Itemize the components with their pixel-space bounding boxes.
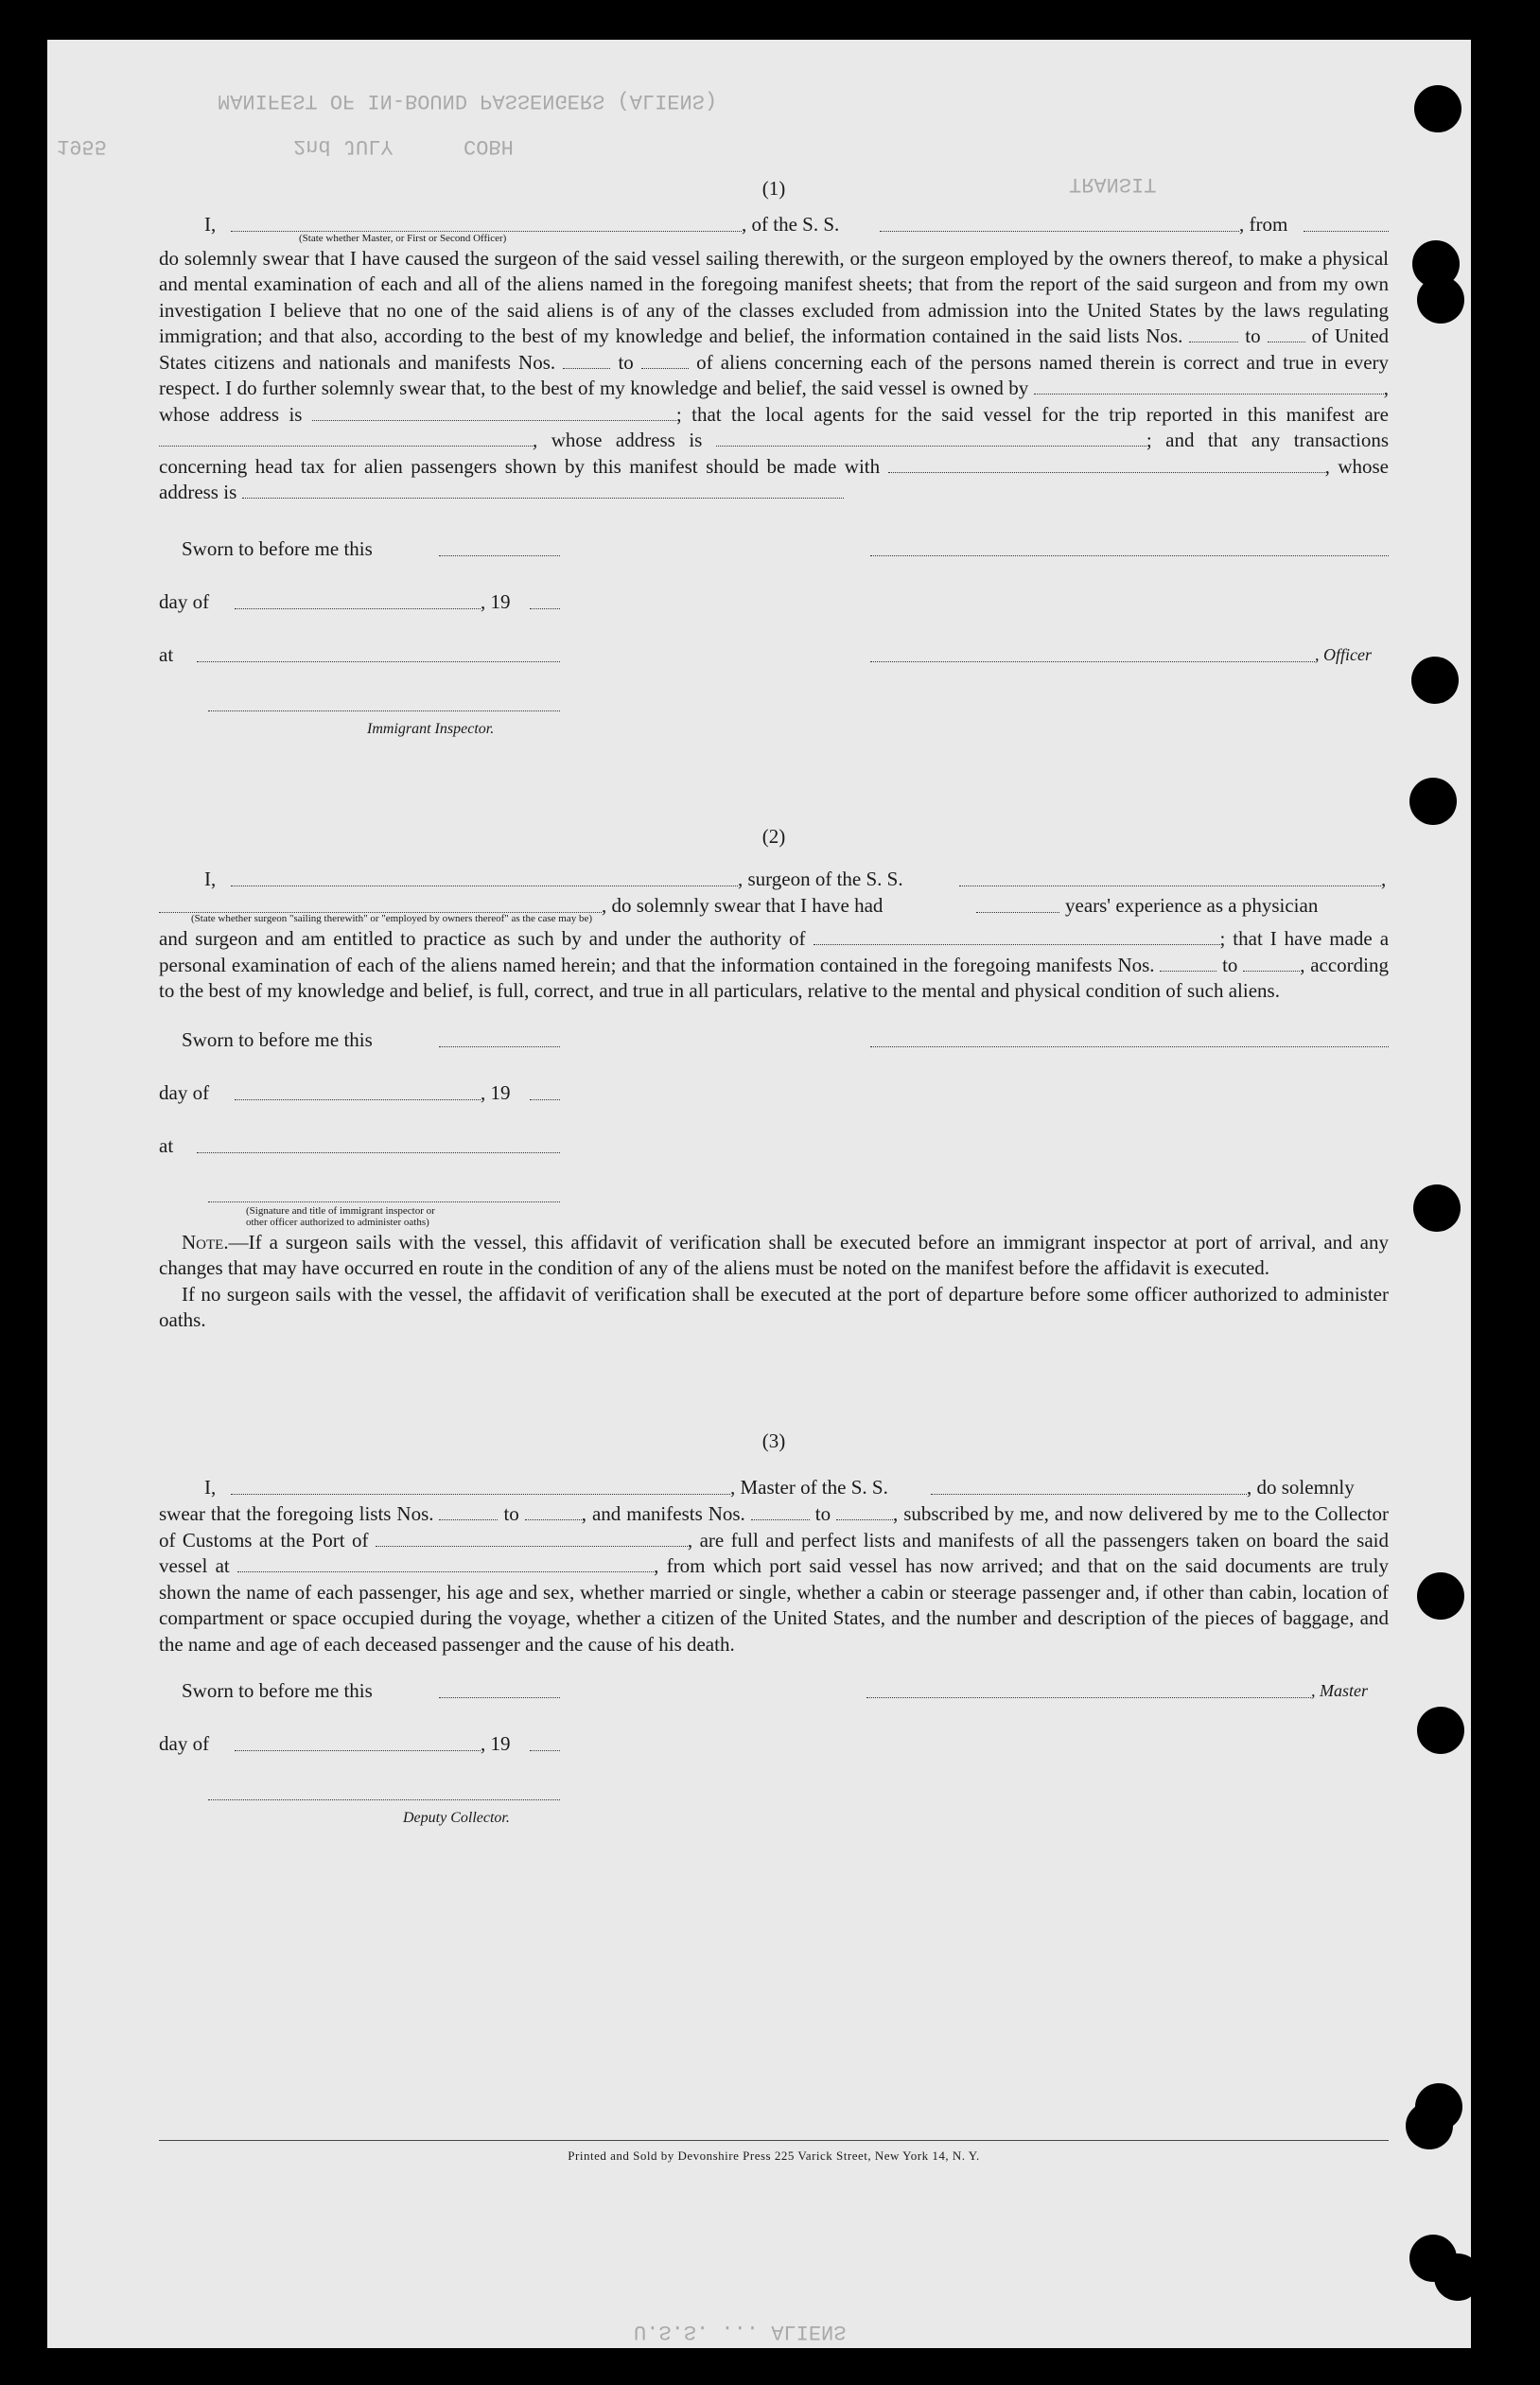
years-experience-field[interactable] [976,897,1059,913]
section-1-to-b: to [618,350,634,374]
section-2-at-label: at [159,1133,174,1157]
section-1-whose-address: , whose address is [159,377,1389,426]
section-3-year-field[interactable] [530,1735,560,1751]
master-name-field[interactable] [231,216,742,232]
section-2-nineteen: , 19 [481,1080,511,1104]
section-3-text-a: swear that the foregoing lists Nos. [159,1502,434,1525]
section-3-day-of-field[interactable] [235,1735,481,1751]
section-1-day-of-label: day of [159,589,210,613]
section-1-of-ss: , of the S. S. [742,212,840,236]
section-3-sworn-date-field[interactable] [439,1682,560,1698]
faint-header-ship: TRANSIT [1069,172,1157,196]
punch-hole [1417,1707,1464,1754]
section-3-master-label: , Master [1311,1681,1368,1700]
section-2-sworn-date-field[interactable] [439,1031,560,1047]
head-tax-contact-field[interactable] [888,457,1325,473]
collector-port-field[interactable] [376,1531,688,1547]
faint-bottom-stamp: U.S.S. ... ALIENS [634,2320,847,2343]
section-2-day-of-label: day of [159,1080,210,1104]
section-3-manifests-to-field[interactable] [836,1504,893,1520]
section-3-master-signature-line[interactable] [866,1682,1311,1698]
section-3-nineteen: , 19 [481,1732,511,1755]
section-2-to: to [1222,953,1238,976]
agents-field[interactable] [159,430,533,447]
section-3-deputy-block [159,1784,1389,1832]
section-1-text-a: do solemnly swear that I have caused the surgeon of the said vessel sailing therewith, or the surgeon employed by the owners thereof, to make a physical and mental examination of each and all of the aliens named in the foregoing manifest sheets; that from the report of the said surgeon and from my own investigation I believe that no one of the said aliens is of any of the classes excluded from admission into the United States by the laws regulating immigration; and that also, according to the best of my knowledge and belief, the information contained in the said lists Nos. [159,246,1389,347]
section-1-i: I, [204,212,217,236]
punch-hole [1434,2253,1481,2301]
section-1-whose-address-2: whose address is [551,429,703,451]
lists-to-field[interactable] [1268,326,1305,342]
note-text-2: If no surgeon sails with the vessel, the affidavit of verification shall be executed at the port of departure before some officer authorized to administer oaths. [159,1282,1389,1331]
section-2-comma: , [1381,868,1387,890]
punch-hole [1413,1184,1461,1232]
section-1-text-e: ; and that any transactions concerning head tax for alien passengers shown by this manifest should be made with [159,429,1390,478]
section-3-to-b: to [814,1502,831,1525]
section-3-to-a: to [503,1502,519,1525]
section-1-whose-address-3: , whose address is [159,454,1390,503]
punch-hole [1406,2102,1453,2149]
section-2-paragraph: and surgeon and am entitled to practice as such by and under the authority of ; that I have made a personal examination of each of the aliens named herein; and that the information contained in the foregoing manifests Nos. to , according to the best of my knowledge and belief, is full, correct, and true in all particulars, relative to the mental and physical condition of such aliens. [159,927,1390,1002]
note-surgeon-type: (State whether surgeon "sailing therewith" or "employed by owners thereof" as the case may be) [191,913,593,924]
owner-address-field[interactable] [312,405,676,421]
section-2-manifests-from-field[interactable] [1160,956,1216,972]
section-2-swear: , do solemnly swear that I have had [602,894,884,917]
section-2-text-a: and surgeon and am entitled to practice as such by and under the authority of [159,927,806,950]
section-3-paragraph [159,1501,1389,1657]
section-3-lists-to-field[interactable] [525,1504,582,1520]
section-3-i: I, [204,1476,217,1499]
section-3-lists-from-field[interactable] [439,1504,498,1520]
section-2-inspector-block [159,1186,1389,1230]
section-1-to-a: to [1245,324,1261,347]
section-2-surgeon-signature-line[interactable] [870,1031,1389,1047]
section-1-year-field[interactable] [530,593,560,609]
section-2-sworn-row [159,1027,1389,1080]
section-2-sig-note-2: other officer authorized to administer oaths) [246,1216,429,1228]
faint-header-year: 1955 [57,134,107,158]
authority-field[interactable] [814,929,1220,945]
deputy-collector-label: Deputy Collector. [403,1810,510,1826]
form-body [159,177,1390,1832]
section-2-surgeon-of-ss: , surgeon of the S. S. [738,868,903,890]
section-2-line1 [159,867,1389,893]
embarkation-port-field[interactable] [237,1556,654,1572]
section-1-nineteen: , 19 [481,589,511,613]
section-1-inspector-label: Immigrant Inspector. [367,720,495,737]
section-3-day-of-label: day of [159,1732,210,1755]
section-2-year-field[interactable] [530,1084,560,1100]
section-2-day-row [159,1080,1389,1133]
section-1-paragraph: do solemnly swear that I have caused the surgeon of the said vessel sailing therewith, or the surgeon employed by the owners thereof, to make a physical and mental examination of each and all of the aliens named in the foregoing manifest sheets; that from the report of the said surgeon and from my own investigation I believe that no one of the said aliens is of any of the classes excluded from admission into the United States by the laws regulating immigration; and that also, according to the best of my knowledge and belief, the information contained in the said lists Nos. to of United States citizens and nationals and manifests Nos. to of aliens concerning each of the persons named therein is correct and true in every respect. I do further solemnly swear that, to the best of my knowledge and belief, the said vessel is owned by , whose address is ; that the local agents for the said vessel for the trip reported in this manifest are , whose address is ; and that any transactions concerning head tax for alien passengers shown by this manifest should be made with , whose address is [159,246,1390,503]
section-1-number: (1) [761,177,786,200]
section-2-years: years' experience as a physician [1065,894,1319,917]
section-2-sworn-label: Sworn to before me this [182,1027,373,1051]
agents-address-field[interactable] [716,430,1146,447]
section-1-sworn-row [159,536,1389,589]
punch-hole [1417,276,1464,324]
section-2-ship-field[interactable] [959,870,1381,886]
section-3-master-name-field[interactable] [231,1479,730,1495]
lists-from-field[interactable] [1189,326,1238,342]
manifests-to-field[interactable] [641,353,689,369]
section-2-inspector-signature-line[interactable] [208,1186,560,1202]
section-1-officer-signature-line[interactable] [870,646,1315,662]
surgeon-note-paragraph [159,1230,1389,1282]
note-text: —If a surgeon sails with the vessel, this affidavit of verification shall be executed before an immigrant inspector at port of arrival, and any changes that may have occurred en route in the condition of any of the aliens must be noted on the manifest before the affidavit is executed. [159,1230,1389,1279]
section-1-from: , from [1239,212,1288,236]
manifests-from-field[interactable] [563,353,610,369]
section-3-text-d: , are full and perfect lists and manifests of all the passengers taken on board the said vessel at [159,1528,1390,1577]
punch-hole [1417,1572,1464,1620]
section-3-ship-field[interactable] [931,1479,1247,1495]
section-1-text-c: of aliens concerning each of the persons named therein is correct and true in every respect. I do further solemnly swear that, to the best of my knowledge and belief, the said vessel is owned by [159,350,1390,399]
section-1-text-d: that the local agents for the said vessel for the trip reported in this manifest are [691,402,1389,426]
head-tax-address-field[interactable] [242,482,844,499]
section-3-master-of-ss: , Master of the S. S. [730,1476,888,1499]
faint-header-port: COBH [464,134,514,158]
deputy-collector-signature-line[interactable] [208,1784,560,1800]
faint-header-title: MANIFEST OF IN-BOUND PASSENGERS (ALIENS) [218,89,718,113]
section-3-manifests-from-field[interactable] [751,1504,810,1520]
section-3-solemnly: , do solemnly [1247,1476,1355,1499]
section-2-day-of-field[interactable] [235,1084,481,1100]
faint-header-date: 2nd JULY [293,134,394,158]
section-1-officer-label: , Officer [1315,644,1372,664]
owner-field[interactable] [1034,378,1384,395]
section-3-number: (3) [761,1429,786,1452]
document-page [47,40,1471,2348]
section-3-text-c: , subscribed by me, and now delivered by me to the Collector of Customs at the Port of [159,1502,1390,1552]
section-1-text-b: of United States citizens and nationals and manifests Nos. [159,324,1390,374]
section-1-sworn-label: Sworn to before me this [182,536,373,560]
section-1-day-row [159,589,1389,642]
note-master-officer: (State whether Master, or First or Second Officer) [299,232,507,244]
section-1-day-of-field[interactable] [235,593,481,609]
from-port-field[interactable] [1304,216,1389,232]
section-3-sworn-label: Sworn to before me this [182,1679,373,1702]
punch-hole [1411,657,1459,704]
surgeon-note-paragraph-2 [159,1282,1389,1334]
section-2-sig-note-1: (Signature and title of immigrant inspector or [246,1204,435,1217]
section-2-at-field[interactable] [197,1137,560,1153]
section-3-sworn-row [159,1678,1389,1731]
note-label: Note. [182,1230,229,1254]
surgeon-name-field[interactable] [231,870,738,886]
section-1-inspector-signature-line[interactable] [208,695,560,711]
section-1-inspector-block [159,695,1389,752]
section-1-at-field[interactable] [197,646,560,662]
section-1-officer-signature-line-top[interactable] [870,540,1389,556]
section-2-text-b: that I have made a personal examination of each of the aliens named herein; and that the information contained in the foregoing manifests Nos. [159,927,1390,976]
punch-hole [1409,778,1457,825]
punch-hole [1414,85,1461,132]
surgeon-type-field[interactable] [159,897,602,913]
section-1-at-label: at [159,642,174,666]
section-2-i: I, [204,868,217,890]
ship-name-field[interactable] [880,216,1239,232]
section-1-at-row [159,642,1389,695]
section-1-line1 [159,212,1389,238]
section-3-text-b: , and manifests Nos. [581,1502,745,1525]
printer-imprint: Printed and Sold by Devonshire Press 225 Varick Street, New York 14, N. Y. [159,2140,1389,2164]
section-3-day-row [159,1731,1389,1784]
section-2-at-row [159,1133,1389,1186]
section-1-sworn-date-field[interactable] [439,540,560,556]
section-3-text-e: , from which port said vessel has now arrived; and that on the said documents are truly shown the name of each passenger, his age and sex, whether married or single, whether a cabin or steerage passenger and, if other than cabin, location of compartment or space occupied during the voyage, whether a citizen of the United States, and the number and description of the pieces of baggage, and the name and age of each deceased passenger and the cause of his death. [159,1554,1390,1656]
section-2-line2 [159,893,1389,920]
section-2-manifests-to-field[interactable] [1243,956,1300,972]
section-2-number: (2) [761,824,786,848]
section-2-text-c: , according to the best of my knowledge and belief, is full, correct, and true in all particulars, relative to the mental and physical condition of such aliens. [159,953,1389,1002]
section-3-line1 [159,1475,1389,1501]
